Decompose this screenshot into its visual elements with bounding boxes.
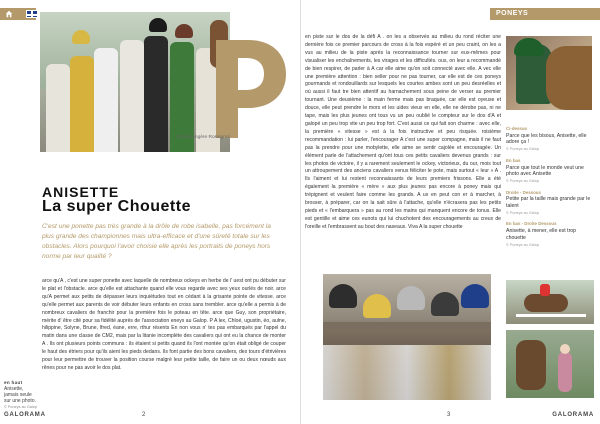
decorative-letter-p [216,40,286,138]
caption-title: Petite par la taille mais grande par le talent [506,196,591,210]
caption-credit: © Poneys au Galop [506,210,539,215]
photo-group-jockeys [323,274,491,400]
caption-head: En bas - Droite Dessous [506,221,557,227]
caption-head: En bas [506,157,521,163]
caption-item [506,221,592,248]
caption-credit: © Poneys au Galop [506,178,539,183]
caption-title: Anisette, à mener, elle est trop chouette [506,228,577,241]
photo-jumping-pony [506,280,594,324]
photo-pony-child [506,330,594,398]
caption-item [506,158,592,185]
caption-title: Parce que tout le monde veut une photo avec Anisette [506,164,584,178]
caption-item [506,190,592,217]
photo-captions-sidebar [506,126,592,253]
photo-credit: Par Bérengère Rossignol [176,135,230,140]
caption-head: Ci-dessus [506,126,527,131]
caption-head: Droite - Dessous [506,189,541,195]
page-number-left: 2 [142,412,146,418]
right-page [300,0,600,424]
hero-photo-kids [40,12,230,152]
article-body-left: arce qu'A , c'est une super ponette avec laquelle de nombreux ockeys en herbe de l' uest ont pu débuter sur le plat et l'obstacle. arce qu'elle est attachante quand elle vous regarde avec ses yeux ourlés de noir. arce qu'A permet aux petits de dépasser leurs inquiétudes tout en cédant à la grisante pointe de vitesse. arce qu'elle permet aux parents de voir débuter leurs enfants en cross sans trembler. arce qu'elle a permis à de nombreux cavaliers de franchir pour la première fois le poteau en tête. arce que Guy, son propriétaire, mérite d' être cité pour sa fidélité auprès de l'association eneys au Galop. P A lex, Chloé, ugustin, éo, aulne, hilippine, Solyne, Brune, lfred, éane, erre, rthur résents En non vous n' tes pas embarqués par l'appel du matin dans une classe de CM2, mais par la litanie incomplète des cavaliers qui ont eu la chance de monter A . Ils ont plusieurs points communs : ils étaient si petits quand ils l'ont montée qu'on était obligé de couper le haut des étriers pour qu'ils aient les pieds dedans. Ils font partie des bons cavaliers, des tours d'étrivières pour leur permettre de trouver la position course malgré leur petite taille, de faire un ou deux nœuds aux rênes pour ne pas avoir le dos plat. [42,278,286,371]
section-header: PONEYS [490,8,600,20]
footer-brand-right: GALORAMA [552,412,594,418]
english-flag-icon[interactable] [26,10,38,18]
side-caption-head: en haut [4,380,23,385]
side-caption-text: Anisette, jamais seule sur une photo. [4,386,36,404]
photo-kiss-pony [506,36,592,110]
side-caption-credit: © Poneys au Galop [4,405,37,409]
footer-brand-left: GALORAMA [4,412,46,418]
side-caption [4,380,38,410]
page-number-right: 3 [447,412,451,418]
article-title-line2: La super Chouette [42,198,191,215]
caption-item [506,126,592,153]
caption-title: Parce que les bisous, Anisette, elle adore ça ! [506,132,587,146]
home-icon [5,10,13,18]
article-title-line1: ANISETTE [42,184,120,200]
caption-credit: © Poneys au Galop [506,147,539,152]
article-body-right: en piste sur le dos de la défi A . on les a observés au milieu du rond réciter une dernière fois ce premier parcours de cross à la fois espéré et un peu craint, on les a vus au milieu de la piste après la reconnaissance tourner sur eux-mêmes pour visualiser les enchaînements, les virages et les difficultés. ous, on leur a recommandé de bien respirer, de parler à A car elle aime qu'on soit connecté avec elle. A vec elle une première attention : bien seller pour ne pas tourner, car elle est de ces poneys gourmands et rondouillards sur lesquels les courtes ambes sont un peu desréelles et où aussi il faut tre bien attentif au harnachement sous peine de verser au premier tournant. Une deuxième : la main ferme mais pas braquée, car elle est oyeuse et douce, elle peut prendre le mors et les uides vieux en elle, elle ne dérobe pas, ni ne tape, mais les plus jeunes ont tous vu un peu oublié le compteur sur le dos d'A et galopé un peu trop vite un peu trop fort. C'est aussi ce qui fait son charme : avec elle, la première « vitesse » est à la fois instructive et peu risquée. roisième recommandation : lui parler, l'encourager A c'est une super compagne, mais il ne faut pas la prendre pour une mobylette, elle aime se sentir cajolée et encouragée. Un élément parle de l'attachement qu'ont tous ces petits cavaliers devenus grands : sur les photos de victoire, il y a rarement seulement le ockey, victorieux, du our, mois tout un attroupement des anciens cavaliers venus féliciter le pote, mais surtout « leur » A . Ils l'aiment et lui restent reconnaissants de leurs premiers frissons. Elle a été également la première « mère » aux plus jeunes pas encore à poney mais qui trépignent et veulent faire comme les grands. A ux en peut con er à marcher, à brosser, à préparer, car on la sait sûre à l'attache, qu'elle n'écrasera pas les petits pieds et « l'embarquera » pas au rond les mains qui manquent encore de tonus. Elle est gentille et aime ces eunots qui lui chuchotent des encouragements au creux de l'oreille et l'embrassent au bout des naseaux. Viva A la super chouette [305,34,501,230]
article-intro: C'est une ponette pas très grande à la drôle de robe isabelle, pas forcément la plus grande des championnes mais ultra-efficace et d'une sûreté totale sur les obstacles. Alors pourquoi l'avoir choisie elle après les portraits de poneys hors norme par leur qualité ? [42,223,271,260]
caption-credit: © Poneys au Galop [506,242,539,247]
